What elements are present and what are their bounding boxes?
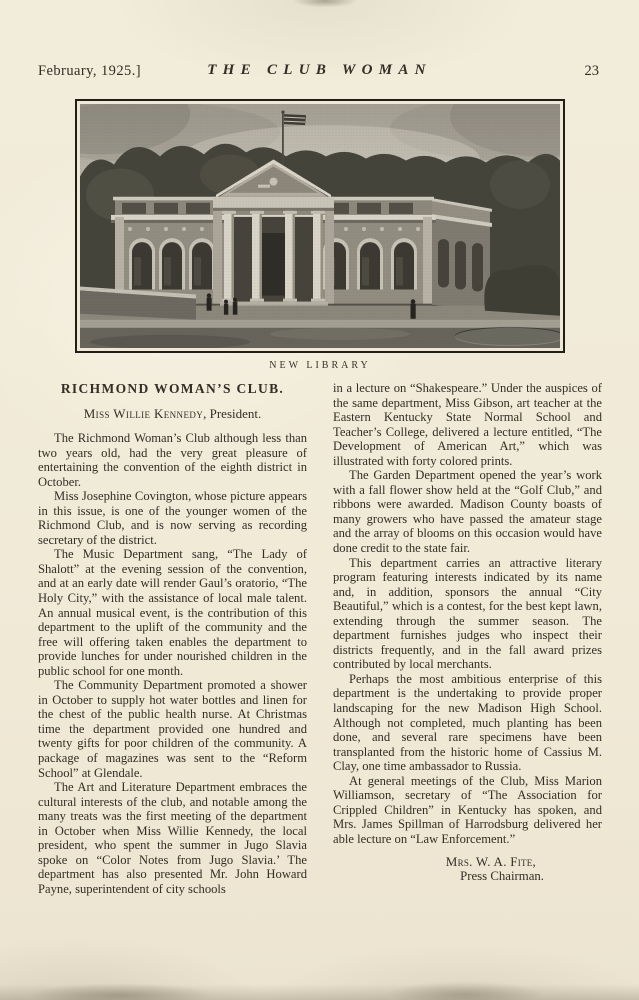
issue-date: February, 1925.] bbox=[38, 63, 142, 79]
signature-role: Press Chairman. bbox=[460, 869, 544, 883]
library-photo bbox=[75, 99, 565, 353]
paragraph: in a lecture on “Shakespeare.” Under the auspices of the same department, Miss Gibson, art teacher at the Eastern Kentucky State Normal School and Teacher’s College, delivered a lecture entitled, “The Development of American Art,” which was illustrated with forty colored prints. bbox=[333, 381, 602, 468]
library-photo-illustration bbox=[80, 104, 560, 348]
paragraph: The Richmond Woman’s Club although less than two years old, had the very great pleasure of entertaining the convention of the eighth district in October. bbox=[38, 431, 307, 489]
column-left bbox=[38, 381, 307, 897]
article-title: RICHMOND WOMAN’S CLUB. bbox=[60, 381, 285, 396]
paragraph: The Garden Department opened the year’s work with a fall flower show held at the “Golf Club,” and ribbons were awarded. Madison County boasts of many growers who have passed the amateur stage and the array of blooms on this occasion would have done credit to the state fair. bbox=[333, 468, 602, 556]
paragraph: Miss Josephine Covington, whose picture appears in this issue, is one of the younger women of the Richmond Club, and is now serving as recording secretary of the district. bbox=[38, 489, 307, 547]
paragraph: The Community Department promoted a shower in October to supply hot water bottles and linen for the chest of the public health nurse. At Christmas time the department provided one hundred and twenty gifts for poor children of the community. A package of magazines was sent to the “Reform School” at Glendale. bbox=[38, 678, 307, 780]
paragraph: The Art and Literature Department embraces the cultural interests of the club, and notable among the many treats was the first meeting of the department in October when Miss Willie Kennedy, the local president, who spent the summer in Jugo Slavia spoke on “Color Notes from Jugo Slavia.’ The department has also presented Mr. John Howard Payne, superintendent of city schools bbox=[38, 780, 307, 896]
article-byline bbox=[38, 406, 307, 422]
signature-block bbox=[333, 854, 602, 885]
page-number: 23 bbox=[584, 63, 599, 79]
signature-name: Mrs. W. A. Fite, bbox=[445, 853, 536, 869]
paper-stain bbox=[290, 0, 360, 8]
column-right-paragraphs bbox=[333, 381, 602, 847]
page-header bbox=[38, 63, 601, 83]
byline-name: Miss Willie Kennedy bbox=[83, 406, 204, 421]
photo-caption: NEW LIBRARY bbox=[269, 360, 371, 371]
column-right bbox=[333, 381, 602, 897]
article bbox=[38, 381, 602, 897]
column-left-paragraphs bbox=[38, 431, 307, 897]
paragraph: The Music Department sang, “The Lady of Shalott” at the evening session of the convention, and at an early date will render Gaul’s oratorio, “The Holy City,” with the assistance of local male talent. An annual musical event, is the contribution of this department to the uplift of the community and the free will offering taken enables the department to provide lunches for under nourished children in the public school for one month. bbox=[38, 547, 307, 678]
paper-stain bbox=[20, 982, 220, 1000]
magazine-title: THE CLUB WOMAN bbox=[207, 62, 432, 78]
paragraph: At general meetings of the Club, Miss Marion Williamson, secretary of “The Association for Crippled Children” in Kentucky has spoken, and Mrs. James Spillman of Harrodsburg delivered her able lecture on “Law Enforcement.” bbox=[333, 773, 602, 846]
paragraph: This department carries an attractive literary program featuring interests indicated by its name and, in addition, sponsors the annual “City Beautiful,” which is a contest, for the best kept lawn, extending through the summer season. The department furnishes judges who inspect their districts frequently, and in the fall award prizes contributed by local merchants. bbox=[333, 555, 602, 672]
paragraph: Perhaps the most ambitious enterprise of this department is the undertaking to provide proper landscaping for the new Madison High School. Although not completed, much planting has been done, and several rare specimens have been transplanted from the historic home of Cassius M. Clay, one time ambassador to Russia. bbox=[333, 671, 602, 774]
byline-rest: , President. bbox=[203, 406, 262, 421]
paper-stain bbox=[380, 980, 550, 1000]
